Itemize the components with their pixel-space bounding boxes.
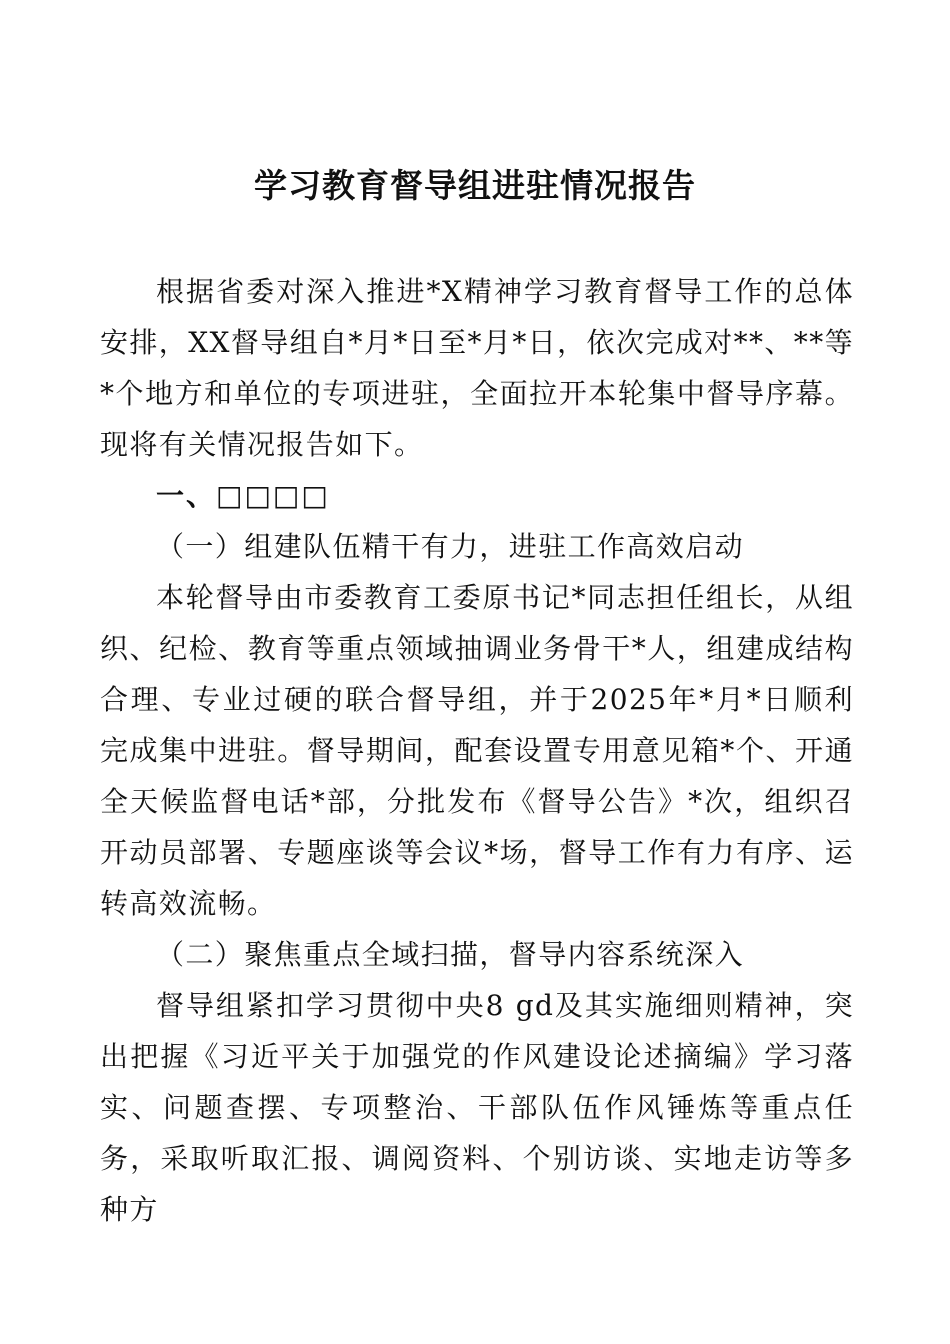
- intro-paragraph: 根据省委对深入推进*X精神学习教育督导工作的总体安排，XX督导组自*月*日至*月*日，依次完成对**、**等*个地方和单位的专项进驻，全面拉开本轮集中督导序幕。现将有关情况报告如下。: [100, 275, 854, 461]
- document-body: [100, 266, 854, 1235]
- subsection-1-paragraph: 本轮督导由市委教育工委原书记*同志担任组长，从组织、纪检、教育等重点领域抽调业务骨干*人，组建成结构合理、专业过硬的联合督导组，并于2025年*月*日顺利完成集中进驻。督导期间，配套设置专用意见箱*个、开通全天候监督电话*部，分批发布《督导公告》*次，组织召开动员部署、专题座谈等会议*场，督导工作有力有序、运转高效流畅。: [100, 581, 854, 920]
- subsection-heading-2: （二）聚焦重点全域扫描，督导内容系统深入: [156, 938, 745, 971]
- section-heading-1: 一、□□□□: [156, 479, 330, 512]
- subsection-heading-1: （一）组建队伍精干有力，进驻工作高效启动: [156, 530, 745, 563]
- subsection-2-paragraph: 督导组紧扣学习贯彻中央8 gd及其实施细则精神，突出把握《习近平关于加强党的作风建设论述摘编》学习落实、问题查摆、专项整治、干部队伍作风锤炼等重点任务，采取听取汇报、调阅资料、个别访谈、实地走访等多种方: [100, 989, 854, 1226]
- document-title: 学习教育督导组进驻情况报告: [254, 166, 696, 205]
